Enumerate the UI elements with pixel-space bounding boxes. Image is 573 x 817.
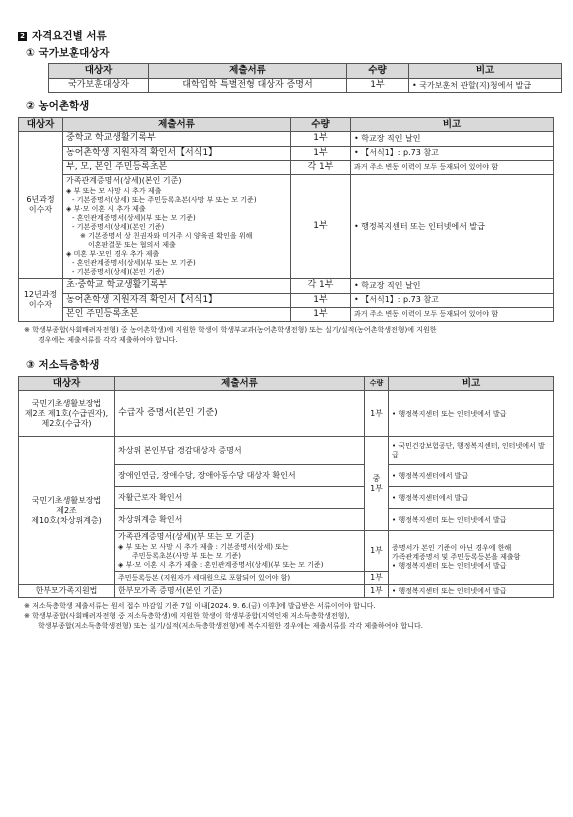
family-relation-doc-cell — [115, 531, 365, 572]
table-header-row — [19, 117, 554, 132]
qty-line: 1부 — [370, 483, 383, 493]
doc-line: ◈ 부·모 이혼 시 추가 제출 : 혼인관계증명서(상세)(부 또는 모 기준) — [118, 561, 324, 570]
note-cell: • 행정복지센터 또는 인터넷에서 발급 — [389, 585, 554, 598]
doc-cell: 부, 모, 본인 주민등록초본 — [63, 160, 291, 174]
doc-cell: 주민등록등본 (지원자가 세대원으로 포함되어 있어야 함) — [115, 572, 365, 585]
table-row — [19, 437, 554, 465]
qty-cell: 1부 — [347, 79, 409, 93]
footnote-line: ※ 학생부종합(사회배려자전형 중 저소득층학생)에 지원한 학생이 학생부종합(지역인재 저소득층학생전형), — [24, 612, 350, 621]
target-line: 제2조 제1호(수급권자), — [24, 408, 109, 418]
note-line: • 행정복지센터 또는 인터넷에서 발급 — [392, 562, 507, 571]
subsection-title-rural: ② 농어촌학생 — [26, 100, 90, 113]
doc-cell: 중학교 학교생활기록부 — [63, 132, 291, 146]
col-header-note: 비고 — [351, 117, 554, 132]
merged-qty-cell — [365, 437, 389, 531]
doc-line: ◈ 부 또는 모 사망 시 추가 제출 : 기본증명서(상세) 또는 — [118, 542, 289, 551]
table-header-row — [49, 64, 562, 79]
rural-footnote — [24, 325, 553, 345]
veterans-table — [48, 63, 562, 93]
qty-cell: 1부 — [291, 293, 351, 307]
doc-cell: 자활근로자 확인서 — [115, 487, 365, 509]
table-row — [19, 279, 554, 293]
note-cell: • 국가보훈처 관할(지)청에서 발급 — [409, 79, 562, 93]
col-header-qty: 수량 — [365, 376, 389, 391]
note-cell: • 학교장 직인 날인 — [351, 279, 554, 293]
qty-cell: 1부 — [365, 572, 389, 585]
col-header-qty: 수량 — [347, 64, 409, 79]
table-row — [19, 293, 554, 307]
note-cell: • 【서식1】: p.73 참고 — [351, 293, 554, 307]
note-line: 증명서가 본인 기준이 아닌 경우에 한해 — [392, 544, 512, 553]
doc-cell: 본인 주민등록초본 — [63, 307, 291, 321]
doc-line: 가족관계증명서(상세)(본인 기준) — [66, 176, 182, 186]
table-row — [19, 132, 554, 146]
qty-cell: 1부 — [365, 391, 389, 437]
doc-line: - 기본증명서(상세) 또는 주민등록초본(사망 부 또는 모 기준) — [72, 195, 257, 204]
qty-cell: 1부 — [291, 307, 351, 321]
note-cell: • 학교장 직인 날인 — [351, 132, 554, 146]
doc-cell: 수급자 증명서(본인 기준) — [115, 391, 365, 437]
footnote-line: ※ 저소득층학생 제출서류는 원서 접수 마감일 기준 7일 이내[2024. 9. 6.(금) 이후]에 발급받은 서류이어야 합니다. — [24, 602, 376, 611]
note-cell: • 행정복지센터 또는 인터넷에서 발급 — [389, 391, 554, 437]
footnote-line: 경우에는 제출서류를 각각 제출하여야 합니다. — [38, 336, 178, 345]
doc-cell: 대학입학 특별전형 대상자 증명서 — [149, 79, 347, 93]
doc-cell: 한부모가족 증명서(본인 기준) — [115, 585, 365, 598]
group-label-near-poverty — [19, 437, 115, 585]
col-header-doc: 제출서류 — [149, 64, 347, 79]
footnote-line: ※ 학생부종합(사회배려자전형) 중 농어촌학생)에 지원한 학생이 학생부교과(농어촌학생전형) 또는 실기/실적(농어촌학생전형)에 지원한 — [24, 326, 437, 335]
col-header-doc: 제출서류 — [115, 376, 365, 391]
target-line: 제2호(수급자) — [41, 418, 92, 428]
note-cell: • 【서식1】: p.73 참고 — [351, 146, 554, 160]
rural-table — [18, 117, 554, 323]
qty-cell: 1부 — [365, 585, 389, 598]
doc-line: 주민등록초본(사망 부 또는 모 기준) — [132, 551, 242, 560]
target-line: 제2조 — [56, 505, 77, 515]
footnote-line: 학생부종합(저소득층학생전형) 또는 실기/실적(저소득층학생전형)에 복수지원한 경우에는 제출서류를 각각 제출하여야 합니다. — [38, 622, 423, 631]
target-cell — [19, 391, 115, 437]
section-heading-text: 자격요건별 서류 — [32, 30, 107, 42]
doc-cell: 농어촌학생 지원자격 확인서【서식1】 — [63, 293, 291, 307]
col-header-note: 비고 — [389, 376, 554, 391]
col-header-doc: 제출서류 — [63, 117, 291, 132]
doc-cell: 농어촌학생 지원자격 확인서【서식1】 — [63, 146, 291, 160]
note-cell — [389, 531, 554, 585]
doc-line: - 기본증명서(상세)(본인 기준) — [72, 222, 165, 231]
target-cell: 국가보훈대상자 — [49, 79, 149, 93]
target-line: 국민기초생활보장법 — [31, 495, 102, 505]
table-row — [19, 391, 554, 437]
qty-cell: 각 1부 — [291, 160, 351, 174]
doc-line: ◈ 부·모 이혼 시 추가 제출 — [66, 204, 146, 213]
doc-line: ◈ 미혼 부·모인 경우 추가 제출 — [66, 250, 160, 259]
table-row — [19, 307, 554, 321]
doc-line: - 혼인관계증명서(상세)(부 또는 모 기준) — [72, 259, 196, 268]
doc-line: - 혼인관계증명서(상세)(부 또는 모 기준) — [72, 213, 196, 222]
group-label-12yr: 12년과정 이수자 — [19, 279, 63, 322]
col-header-target: 대상자 — [19, 117, 63, 132]
doc-cell: 장애인연금, 장애수당, 장애아동수당 대상자 확인서 — [115, 465, 365, 487]
qty-cell: 1부 — [291, 175, 351, 279]
table-row — [19, 585, 554, 598]
qty-cell: 1부 — [291, 132, 351, 146]
table-row — [19, 175, 554, 279]
note-cell: • 국민건강보험공단, 행정복지센터, 인터넷에서 발급 — [389, 437, 554, 465]
table-header-row — [19, 376, 554, 391]
doc-cell: 초·중학교 학교생활기록부 — [63, 279, 291, 293]
section-number-box: 2 — [18, 32, 27, 41]
doc-line: - 기본증명서(상세)(본인 기준) — [72, 268, 165, 277]
doc-line: ※ 기본증명서 상 친권자와 미거주 시 양육권 확인을 위해 — [80, 231, 253, 240]
qty-cell: 1부 — [291, 146, 351, 160]
qty-cell: 각 1부 — [291, 279, 351, 293]
note-cell: 과거 주소 변동 이력이 모두 등재되어 있어야 함 — [351, 307, 554, 321]
target-cell: 한부모가족지원법 — [19, 585, 115, 598]
doc-line: ◈ 부 또는 모 사망 시 추가 제출 — [66, 186, 162, 195]
doc-line: 이혼판결문 또는 협의서 제출 — [88, 241, 176, 250]
target-line: 제10호(차상위계층) — [31, 515, 102, 525]
table-row — [19, 160, 554, 174]
section-heading — [18, 30, 553, 43]
table-row — [19, 146, 554, 160]
note-line: 가족관계증명서 및 주민등록등본을 제출함 — [392, 553, 521, 562]
qty-line: 중 — [372, 473, 381, 483]
low-income-table — [18, 376, 554, 599]
doc-line: 가족관계증명서(상세)(부 또는 모 기준) — [118, 532, 255, 542]
col-header-target: 대상자 — [19, 376, 115, 391]
qty-cell: 1부 — [365, 531, 389, 572]
note-cell: • 행정복지센터 또는 인터넷에서 발급 — [389, 509, 554, 531]
low-income-footnote — [24, 601, 553, 631]
note-cell: • 행정복지센터에서 발급 — [389, 487, 554, 509]
group-label-6yr: 6년과정 이수자 — [19, 132, 63, 279]
target-line: 국민기초생활보장법 — [31, 398, 102, 408]
subsection-title-low-income: ③ 저소득층학생 — [26, 359, 100, 372]
col-header-note: 비고 — [409, 64, 562, 79]
note-cell: • 행정복지센터 또는 인터넷에서 발급 — [351, 175, 554, 279]
note-cell: • 행정복지센터에서 발급 — [389, 465, 554, 487]
doc-cell: 차상위 본인부담 경감대상자 증명서 — [115, 437, 365, 465]
col-header-qty: 수량 — [291, 117, 351, 132]
doc-cell: 차상위계층 확인서 — [115, 509, 365, 531]
subsection-title-veterans: ① 국가보훈대상자 — [26, 47, 110, 60]
family-relation-doc-cell — [63, 175, 291, 279]
col-header-target: 대상자 — [49, 64, 149, 79]
note-cell: 과거 주소 변동 이력이 모두 등재되어 있어야 함 — [351, 160, 554, 174]
table-row — [49, 79, 562, 93]
